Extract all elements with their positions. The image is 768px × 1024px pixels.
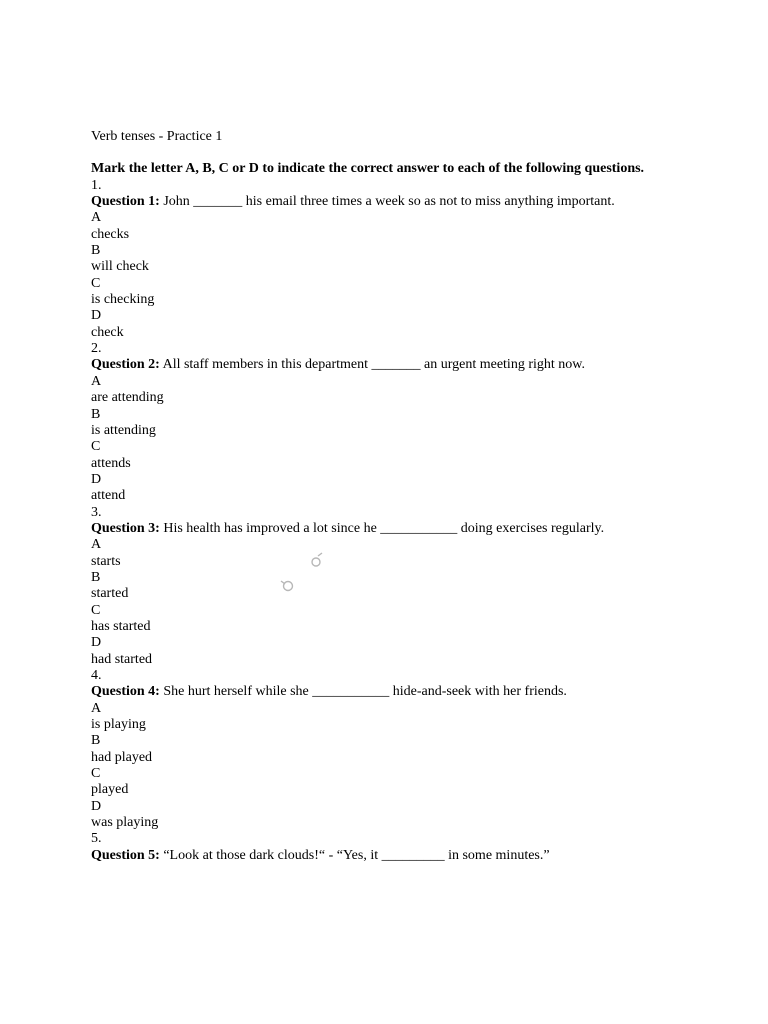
option-text: attends bbox=[91, 455, 131, 471]
option-text: is checking bbox=[91, 292, 155, 308]
option-text: check bbox=[91, 324, 124, 340]
option-text: will check bbox=[91, 259, 149, 275]
option-text: played bbox=[91, 782, 129, 798]
option-letter: B bbox=[91, 569, 101, 585]
question-prompt bbox=[91, 521, 671, 537]
document-title: Verb tenses - Practice 1 bbox=[91, 129, 223, 144]
question-prompt bbox=[91, 357, 671, 373]
question-prompt bbox=[91, 848, 671, 864]
option-text: checks bbox=[91, 226, 130, 242]
question-text: John _______ his email three times a week so as not to miss anything important. bbox=[163, 194, 615, 210]
option-letter: A bbox=[91, 537, 102, 553]
instructions-text: Mark the letter A, B, C or D to indicate the correct answer to each of the following questions. bbox=[91, 161, 645, 177]
question-prompt bbox=[91, 194, 671, 210]
question-text: His health has improved a lot since he ___________ doing exercises regularly. bbox=[163, 520, 605, 536]
option-letter: D bbox=[91, 635, 102, 651]
question-number: 3. bbox=[91, 504, 102, 520]
question-text: All staff members in this department _______ an urgent meeting right now. bbox=[162, 357, 585, 373]
question-list bbox=[91, 178, 671, 864]
question-prompt bbox=[91, 684, 671, 700]
question-label: Question 4: bbox=[91, 684, 160, 700]
option-letter: A bbox=[91, 210, 102, 226]
option-letter: D bbox=[91, 798, 102, 814]
option-text: starts bbox=[91, 553, 121, 569]
question-label: Question 1: bbox=[91, 194, 160, 210]
question-number: 5. bbox=[91, 831, 102, 847]
option-text: started bbox=[91, 586, 129, 602]
question-label: Question 3: bbox=[91, 520, 160, 536]
option-letter: B bbox=[91, 733, 101, 749]
option-text: had played bbox=[91, 749, 153, 765]
question-label: Question 5: bbox=[91, 847, 160, 863]
option-letter: C bbox=[91, 439, 101, 455]
option-letter: A bbox=[91, 700, 102, 716]
option-text: has started bbox=[91, 618, 151, 634]
question-text: “Look at those dark clouds!“ - “Yes, it _________ in some minutes.” bbox=[163, 847, 550, 863]
option-letter: C bbox=[91, 275, 101, 291]
option-letter: C bbox=[91, 766, 101, 782]
question-label: Question 2: bbox=[91, 357, 160, 373]
option-letter: C bbox=[91, 602, 101, 618]
faint-stamp-mark bbox=[272, 548, 332, 598]
option-text: attend bbox=[91, 488, 126, 504]
option-text: is playing bbox=[91, 717, 146, 733]
question-number: 1. bbox=[91, 177, 102, 193]
option-text: had started bbox=[91, 651, 153, 667]
option-letter: A bbox=[91, 373, 102, 389]
option-text: is attending bbox=[91, 422, 156, 438]
option-text: are attending bbox=[91, 390, 164, 406]
question-number: 2. bbox=[91, 341, 102, 357]
document-page bbox=[91, 129, 671, 864]
option-letter: D bbox=[91, 471, 102, 487]
option-text: was playing bbox=[91, 815, 159, 831]
option-letter: B bbox=[91, 243, 101, 259]
option-letter: B bbox=[91, 406, 101, 422]
option-letter: D bbox=[91, 308, 102, 324]
question-text: She hurt herself while she ___________ hide-and-seek with her friends. bbox=[163, 684, 567, 700]
question-number: 4. bbox=[91, 668, 102, 683]
